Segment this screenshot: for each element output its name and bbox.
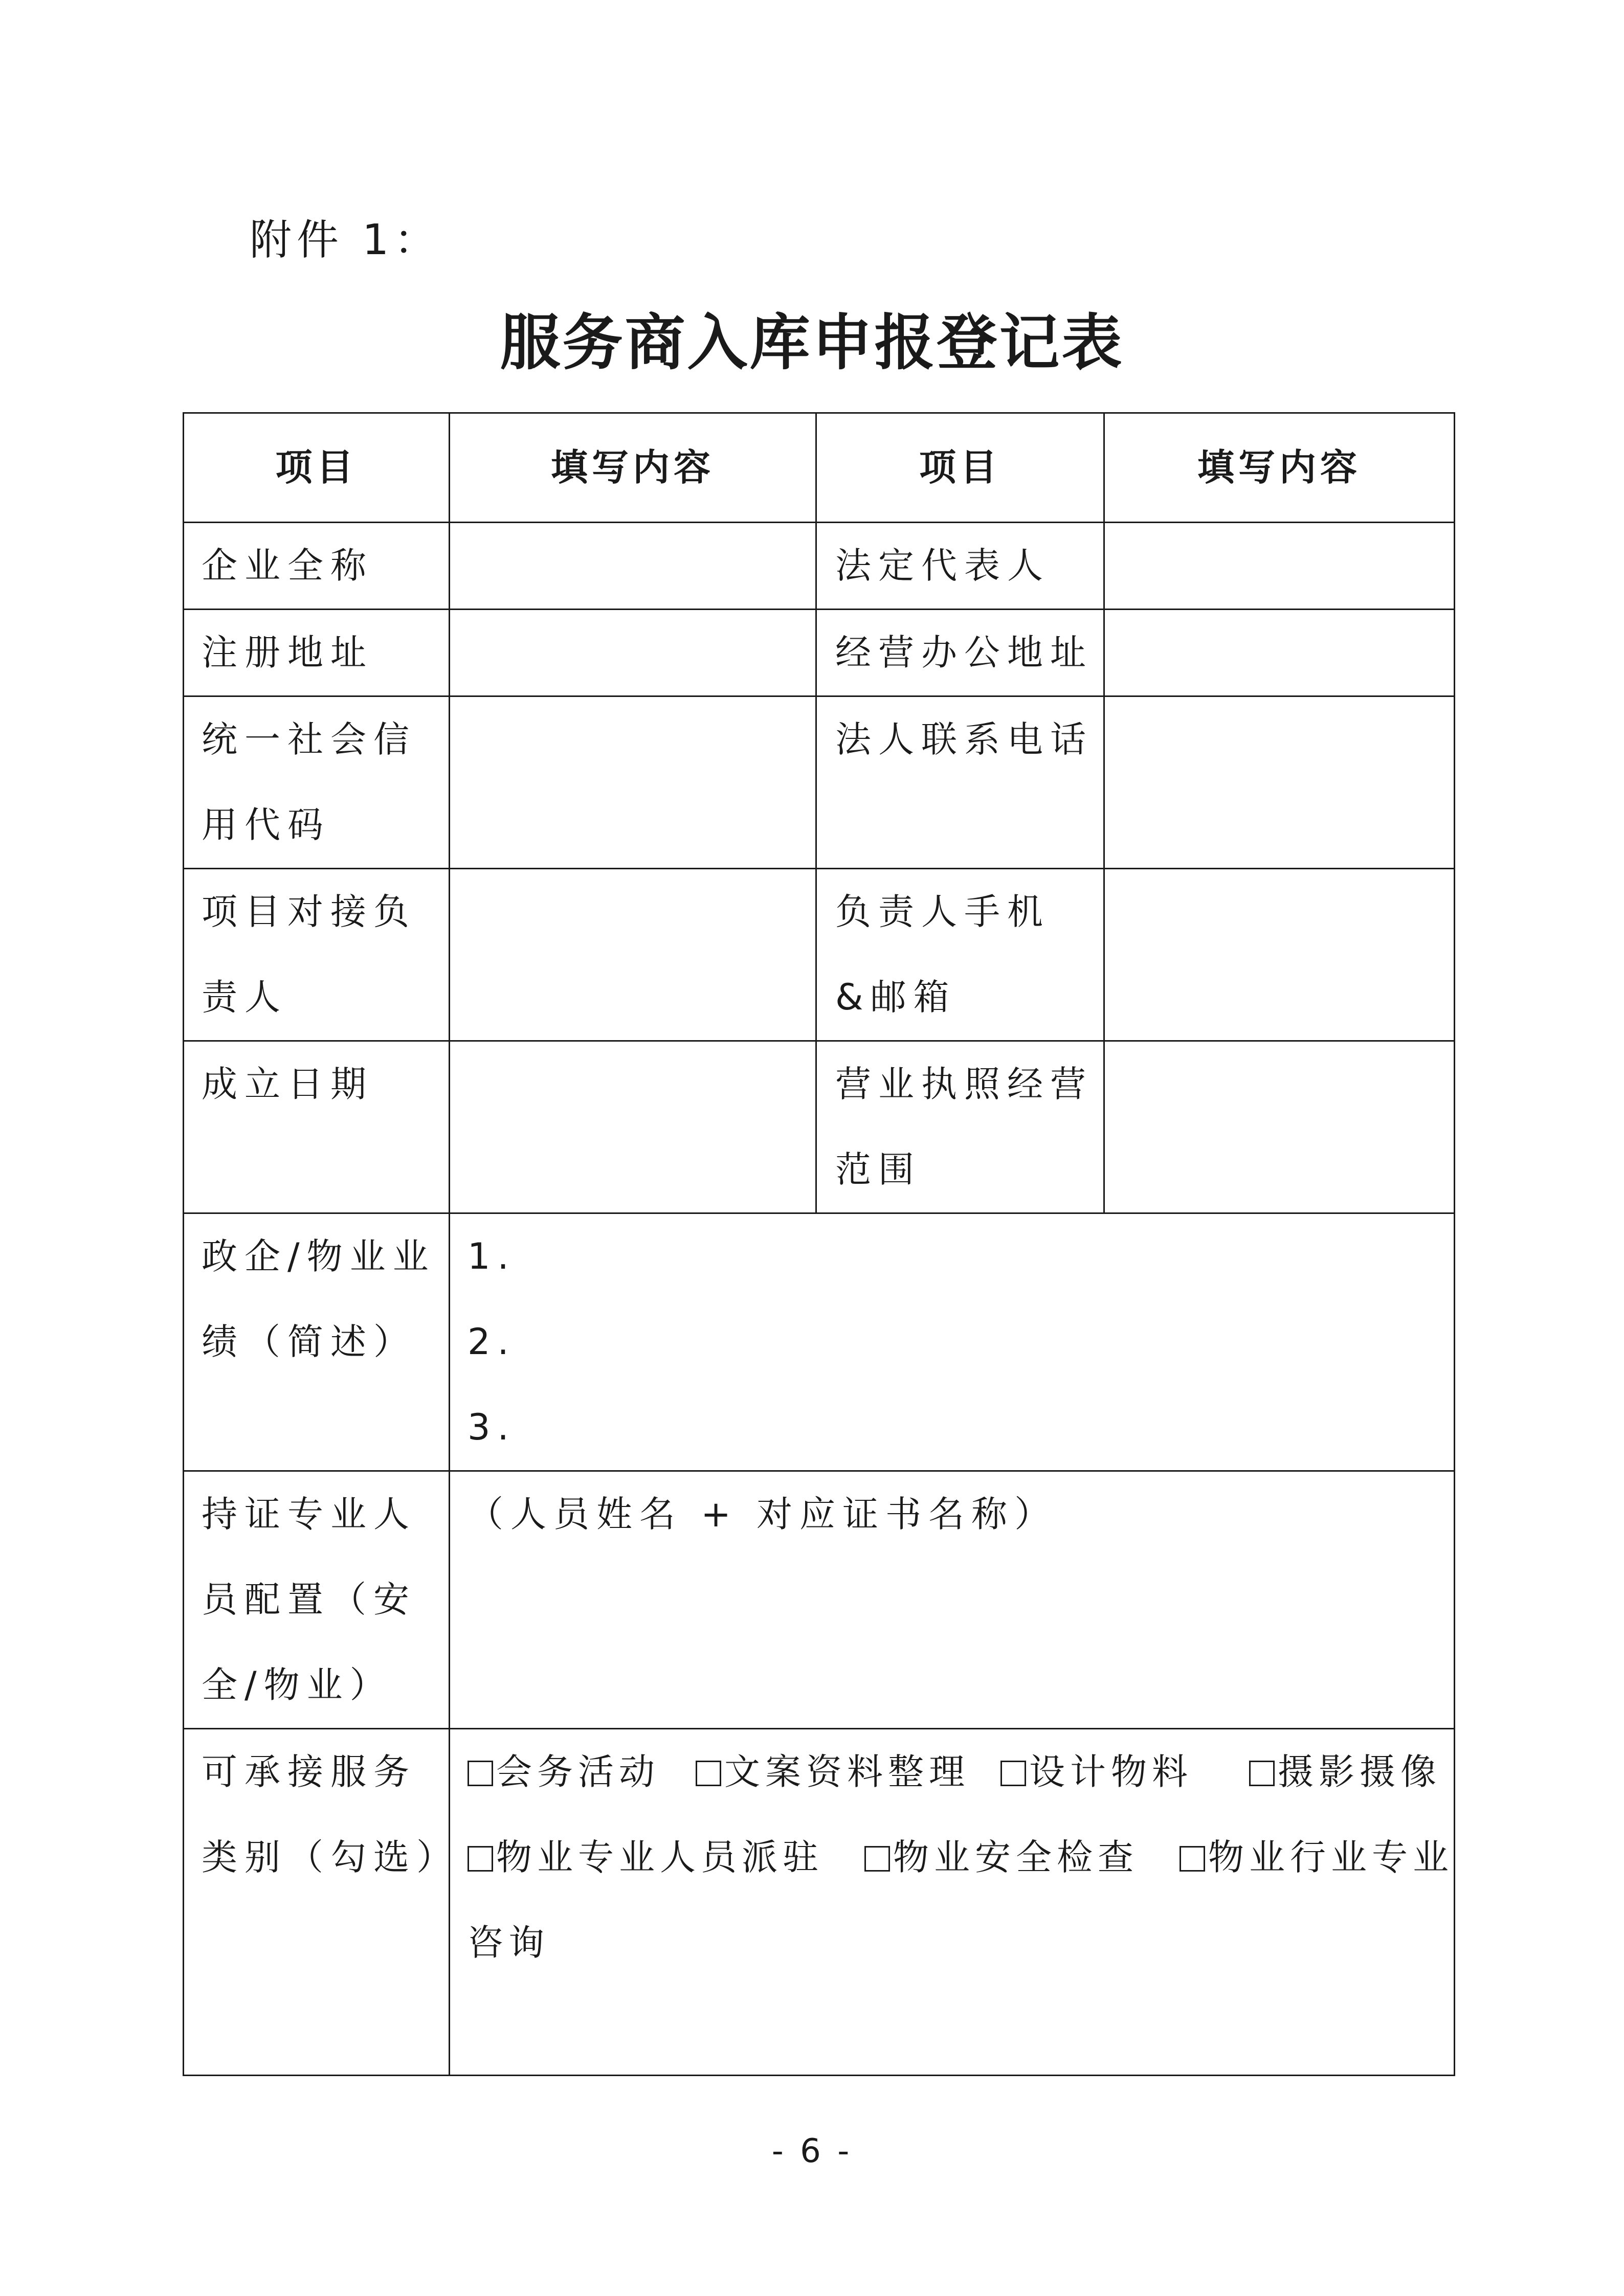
legal-phone-label: 法人联系电话 xyxy=(816,696,1104,869)
legal-representative-field[interactable] xyxy=(1104,523,1455,610)
table-row xyxy=(184,523,1455,610)
table-row xyxy=(184,1471,1455,1729)
checkbox-icon[interactable] xyxy=(864,1846,890,1872)
service-option-copywriting[interactable]: 文案资料整理 xyxy=(696,1751,970,1793)
header-content: 填写内容 xyxy=(1104,413,1455,523)
performance-line-2: 2. xyxy=(468,1321,516,1363)
header-item: 项目 xyxy=(184,413,450,523)
service-option-design[interactable]: 设计物料 xyxy=(1000,1751,1193,1793)
office-address-label: 经营办公地址 xyxy=(816,610,1104,696)
company-name-field[interactable] xyxy=(450,523,816,610)
contact-phone-email-label: 负责人手机 &邮箱 xyxy=(816,869,1104,1041)
service-category-options xyxy=(450,1729,1455,2076)
checkbox-icon[interactable] xyxy=(1000,1761,1026,1786)
credit-code-field[interactable] xyxy=(450,696,816,869)
performance-field[interactable] xyxy=(450,1213,1455,1471)
office-address-field[interactable] xyxy=(1104,610,1455,696)
table-row xyxy=(184,1729,1455,2076)
table-row xyxy=(184,1213,1455,1471)
page-title: 服务商入库申报登记表 xyxy=(500,307,1124,378)
certified-personnel-hint: （人员姓名 + 对应证书名称） xyxy=(468,1493,1058,1535)
checkbox-icon[interactable] xyxy=(1180,1846,1205,1872)
registered-address-field[interactable] xyxy=(450,610,816,696)
table-row xyxy=(184,869,1455,1041)
legal-phone-field[interactable] xyxy=(1104,696,1455,869)
business-scope-field[interactable] xyxy=(1104,1041,1455,1213)
project-contact-label: 项目对接负责人 xyxy=(184,869,450,1041)
service-option-safety-inspection[interactable]: 物业安全检查 xyxy=(864,1836,1139,1878)
performance-line-1: 1. xyxy=(468,1235,516,1277)
service-category-label: 可承接服务类别（勾选） xyxy=(184,1729,450,2076)
performance-label: 政企/物业业绩（简述） xyxy=(184,1213,450,1471)
business-scope-label: 营业执照经营范围 xyxy=(816,1041,1104,1213)
table-row xyxy=(184,610,1455,696)
checkbox-icon[interactable] xyxy=(1249,1761,1275,1786)
table-row xyxy=(184,1041,1455,1213)
attachment-label: 附件 1： xyxy=(250,216,441,264)
established-date-label: 成立日期 xyxy=(184,1041,450,1213)
checkbox-icon[interactable] xyxy=(468,1846,493,1872)
service-option-staffing[interactable]: 物业专业人员派驻 xyxy=(468,1836,824,1878)
project-contact-field[interactable] xyxy=(450,869,816,1041)
service-option-meeting[interactable]: 会务活动 xyxy=(468,1751,660,1793)
service-options-line-3: 咨询 xyxy=(468,1922,549,1964)
established-date-field[interactable] xyxy=(450,1041,816,1213)
registration-form-table xyxy=(183,412,1455,2076)
certified-personnel-label: 持证专业人员配置（安全/物业） xyxy=(184,1471,450,1729)
contact-phone-email-field[interactable] xyxy=(1104,869,1455,1041)
registered-address-label: 注册地址 xyxy=(184,610,450,696)
service-options-line-1 xyxy=(468,1729,1449,1815)
company-name-label: 企业全称 xyxy=(184,523,450,610)
header-item: 项目 xyxy=(816,413,1104,523)
service-option-photography[interactable]: 摄影摄像 xyxy=(1249,1751,1441,1793)
table-row xyxy=(184,696,1455,869)
header-content: 填写内容 xyxy=(450,413,816,523)
checkbox-icon[interactable] xyxy=(696,1761,721,1786)
page-number: - 6 - xyxy=(771,2132,853,2170)
performance-line-3: 3. xyxy=(468,1406,516,1448)
legal-representative-label: 法定代表人 xyxy=(816,523,1104,610)
certified-personnel-field[interactable] xyxy=(450,1471,1455,1729)
header-row xyxy=(184,413,1455,523)
service-options-line-2 xyxy=(468,1815,1454,1900)
checkbox-icon[interactable] xyxy=(468,1761,493,1786)
service-option-consulting[interactable]: 物业行业专业 xyxy=(1180,1836,1454,1878)
credit-code-label: 统一社会信用代码 xyxy=(184,696,450,869)
